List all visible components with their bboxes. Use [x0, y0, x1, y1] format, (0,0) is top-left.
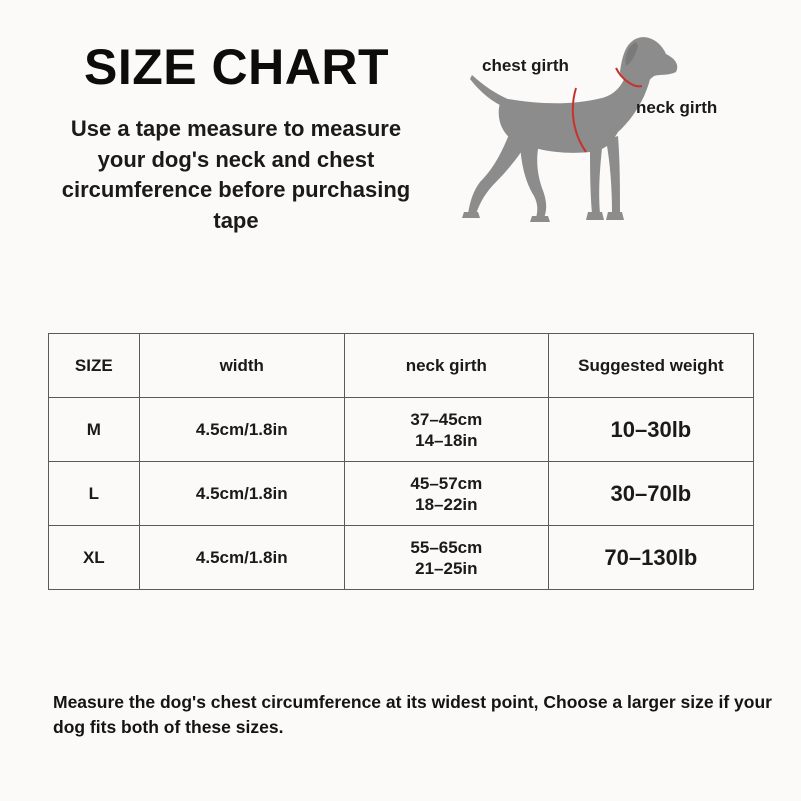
weight-cell: 10–30lb — [548, 398, 753, 462]
neck-girth-cell — [344, 462, 548, 526]
intro-text: Use a tape measure to measure your dog's neck and chest circumference before purchasing tape — [61, 116, 411, 233]
neck-girth-cell — [344, 526, 548, 590]
table-row — [49, 462, 754, 526]
sizing-note: Measure the dog's chest circumference at its widest point, Choose a larger size if your dog fits both of these sizes. — [53, 692, 772, 737]
table-row — [49, 526, 754, 590]
width-cell: 4.5cm/1.8in — [139, 462, 344, 526]
neck-cm: 37–45cm — [410, 409, 483, 429]
size-table — [48, 333, 754, 590]
header-size: SIZE — [49, 334, 140, 398]
table-row — [49, 398, 754, 462]
header-suggested-weight: Suggested weight — [548, 334, 753, 398]
neck-cm: 55–65cm — [410, 537, 483, 557]
weight-cell: 30–70lb — [548, 462, 753, 526]
size-cell: XL — [49, 526, 140, 590]
neck-in: 18–22in — [415, 494, 478, 514]
page-title: SIZE CHART — [84, 39, 389, 95]
dog-diagram — [440, 28, 760, 238]
neck-girth-cell — [344, 398, 548, 462]
weight-cell: 70–130lb — [548, 526, 753, 590]
header-width: width — [139, 334, 344, 398]
neck-cm: 45–57cm — [410, 473, 483, 493]
size-cell: M — [49, 398, 140, 462]
width-cell: 4.5cm/1.8in — [139, 526, 344, 590]
width-cell: 4.5cm/1.8in — [139, 398, 344, 462]
chest-girth-label: chest girth — [482, 56, 569, 75]
neck-in: 14–18in — [415, 430, 478, 450]
header-neck-girth: neck girth — [344, 334, 548, 398]
neck-in: 21–25in — [415, 558, 478, 578]
table-header-row — [49, 334, 754, 398]
size-cell: L — [49, 462, 140, 526]
neck-girth-label: neck girth — [636, 98, 718, 117]
